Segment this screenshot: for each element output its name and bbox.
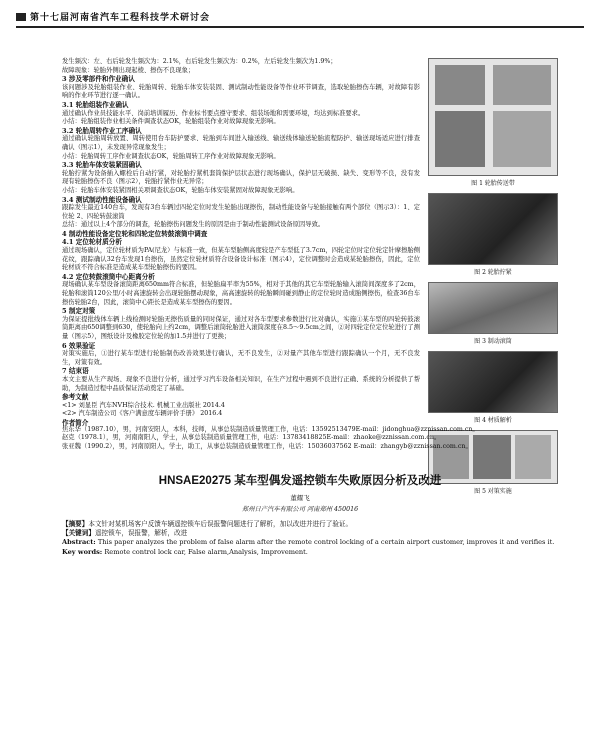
figure-2 — [428, 193, 558, 276]
keywords-en-text: Remote control lock car, False alarm,Analysis, Improvement. — [104, 547, 308, 556]
figure-caption: 图 5 对策实施 — [474, 488, 512, 495]
section-heading: 5 制定对策 — [62, 307, 96, 316]
figure-caption: 图 3 制动滚筒 — [474, 338, 512, 345]
abstract-cn — [62, 520, 558, 529]
paragraph: 该问题涉及轮胎组装作业、轮胎周转、轮胎车体安装装固、测试制动性能设备等作业环节调查，选取轮胎擦伤车辆，对故障有影响的作业环节进行逐一确认。 — [62, 83, 420, 100]
article-affiliation: 郑州日产汽车有限公司 河南郑州 450016 — [241, 506, 359, 513]
figure-4 — [428, 351, 558, 424]
figure-4-image — [428, 351, 558, 413]
figure-3 — [428, 282, 558, 345]
figure-caption: 图 2 轮胎拧紧 — [474, 269, 512, 276]
main-text-column — [62, 58, 420, 428]
figure-1-image — [428, 58, 558, 176]
figure-1 — [428, 58, 558, 187]
section-heading: 3.1 轮胎组装作业确认 — [62, 100, 129, 109]
paragraph: 总结：通过以上4个部分的调查，轮胎擦伤问题发生的原因是由于制动性能测试设备原因导致。 — [62, 221, 325, 229]
author-bio-heading: 作者简介 — [62, 418, 89, 427]
abstract-en-label: Abstract: — [62, 538, 96, 547]
keywords-text: 遥控锁车，误报警，解析，改进 — [94, 529, 188, 538]
paragraph: 通过确认轮胎周转放置、周转使用台车防护要求、轮胎到车间进入输送线、输送线体输送轮胎流程防护、输送现场适应进行排查确认（图示1），未发现异常现象发生； — [62, 135, 420, 151]
paragraph: 小结：轮胎车体安装紧固相关项调查状态OK，轮胎车体安装紧固对故障现象无影响。 — [62, 186, 299, 194]
reference-item: <1> 刘显臣 汽车NVH综合技术. 机械工业出版社 2014.4 — [62, 401, 225, 409]
paragraph: 本文主要从生产现场、现象不良进行分析，通过学习汽车设备相关知识，在生产过程中遇到不良进行正确、系统的分析提供了帮助，为制造过程中品质保证活动奠定了基础。 — [62, 375, 420, 392]
paragraph: 发生频次：左、右后轮发生频次为：2.1%，右后轮发生频次为：0.2%，左后轮发生频次为1.9%； — [62, 58, 337, 65]
abstract-text: 本文针对某机场客户反馈车辆遥控锁车后误报警问题进行了解析，加以改进并进行了验证。 — [88, 520, 353, 528]
paragraph: 跟踪发生最近140台车，发现有3台车辆过四轮定位时发生轮胎出现擦伤，制动性能设备与轮胎接触有两个部位（图示3）：1、定位轮 2、四轮转鼓滚筒 — [62, 204, 420, 220]
paragraph: 为保证提批线体车辆上线检测时轮胎无擦伤质量的同时保证，通过对各车型要求参数进行比对确认，实施①某车型的四轮转鼓滚筒距离由650调整到630，使轮胎向上约2cm，调整后滚筒轮胎进入滚筒深度在8.5～9.5cm之间，②对四轮定位定位轮进行了测量（图示5），图纸设计及橡胶定位轮的加1.5并进行了更换； — [62, 315, 420, 340]
keywords-en — [62, 548, 558, 557]
header-logo-icon — [16, 13, 26, 21]
keywords-cn — [62, 529, 558, 538]
figure-3-image — [428, 282, 558, 334]
section-heading: 3 涉及零部件和作业确认 — [62, 75, 135, 84]
reference-item: <2> 汽车制造公司《客户满意度车辆评价手册》 2016.4 — [62, 410, 223, 418]
abstract-en — [62, 538, 558, 547]
paragraph: 现场确认某车型设备滚筒距离650mm符合标准，但轮胎扁平率为55%，相对于其他的其它车型轮胎输入滚筒间深度多了2cm，轮胎和滚筒120公里/小时高速旋转会出现轮胎摆动现象，高高速旋转的轮胎瞬间碰到静止的定位轮时造成胎侧擦伤，检查36台车擦伤轮胎2台，因此，滚筒中心距长是造成某车型擦伤的要因。 — [62, 281, 420, 306]
author-bio: 赵克（1978.1），男，河南南阳人，学士，从事总装制造质量管理工作，电话：13783418825E-mail：zhaoke@zznissan.com.cn。 — [62, 434, 441, 442]
section-heading: 4.2 定位转鼓滚筒中心距离分析 — [62, 272, 155, 281]
abstract-label: 【摘要】 — [62, 520, 89, 528]
section-heading: 4 制动性能设备定位轮和四轮定位转鼓滚筒中调查 — [62, 229, 208, 238]
keywords-en-label: Key words: — [62, 547, 103, 556]
header-title: 第十七届河南省汽车工程科技学术研讨会 — [30, 13, 211, 23]
figure-caption: 图 4 材质解析 — [474, 417, 512, 424]
article-title: HNSAE20275 某车型偶发遥控锁车失败原因分析及改进 — [158, 475, 442, 487]
paragraph: 故障现象：轮胎外侧出现起棱、擦伤不良现象； — [62, 66, 195, 74]
section-heading: 3.4 测试制动性能设备确认 — [62, 195, 142, 204]
author-bio: 张亚魏（1990.2），男，河南原阳人，学士，助工，从事总装制造质量管理工作，电话：15036037562 E-mail：zhangyb@zznissan.com.cn。 — [62, 442, 472, 450]
section-heading: 7 结束语 — [62, 367, 89, 376]
abstract-block — [62, 520, 558, 557]
section-heading: 4.1 定位轮材质分析 — [62, 238, 122, 247]
section-heading: 6 效果验证 — [62, 341, 96, 350]
section-heading: 3.3 轮胎车体安装紧固确认 — [62, 161, 142, 170]
keywords-label: 【关键词】 — [62, 529, 95, 538]
paragraph: 小结：轮胎周转工序作业调查状态OK，轮胎周转工序作业对故障现象无影响。 — [62, 152, 280, 160]
paragraph: 通过确认作业员技能水平、岗前培训履历、作业标书要点遵守要求、组装场地和需要环境，均达到标准要求。 — [62, 109, 365, 117]
abstract-en-text: This paper analyzes the problem of false alarm after the remote control locking of a certain airport customer, improves it and verifies it. — [97, 538, 555, 547]
paragraph: 轮胎拧紧为设备插入螺栓后自动拧紧，对轮胎拧紧机套筒保护层状态进行现场确认，保护层无破损、缺失、变形等不良，没有发现有轮胎擦伤不良（图示2），轮胎拧紧作业无异常； — [62, 169, 420, 186]
paragraph: 对策实施后，①进行某车型进行轮胎制伤改善效果进行确认，无不良发生，②对量产其他车型进行跟踪确认一个月，无不良发生，对策有效。 — [62, 350, 420, 366]
running-header — [16, 10, 584, 28]
paragraph: 通过现场确认，定位轮材质为PA(尼龙）与标准一致，但某车型胎侧高度较是产车型低了3.7cm，四轮定位时定位轮定针摩擦胎侧花纹，跟踪确认32台车发现1台擦伤，虽然定位轮材质符合设备设计标准（图示4），定位调整时会造成某轮胎擦伤，因此，定位轮材质不符合标准是造成某车型轮胎擦伤的要因。 — [62, 247, 420, 272]
figure-2-image — [428, 193, 558, 265]
figure-caption: 图 1 轮胎传送带 — [471, 180, 515, 187]
section-heading: 3.2 轮胎周转作业工序确认 — [62, 126, 142, 135]
author-bio: 焦东华（1987.10），男，河南安阳人，本科，技师，从事总装制造质量管理工作，电话：13592513479E-mail：jidonghua@zznissan.com.cn。 — [62, 426, 479, 433]
paragraph: 小结：轮胎组装作业相关条件调查状态OK，轮胎组装作业对故障现象无影响。 — [62, 118, 280, 126]
article-author: 董耀飞 — [290, 494, 310, 502]
author-bios — [62, 426, 558, 451]
references-heading: 参考文献 — [62, 393, 89, 402]
